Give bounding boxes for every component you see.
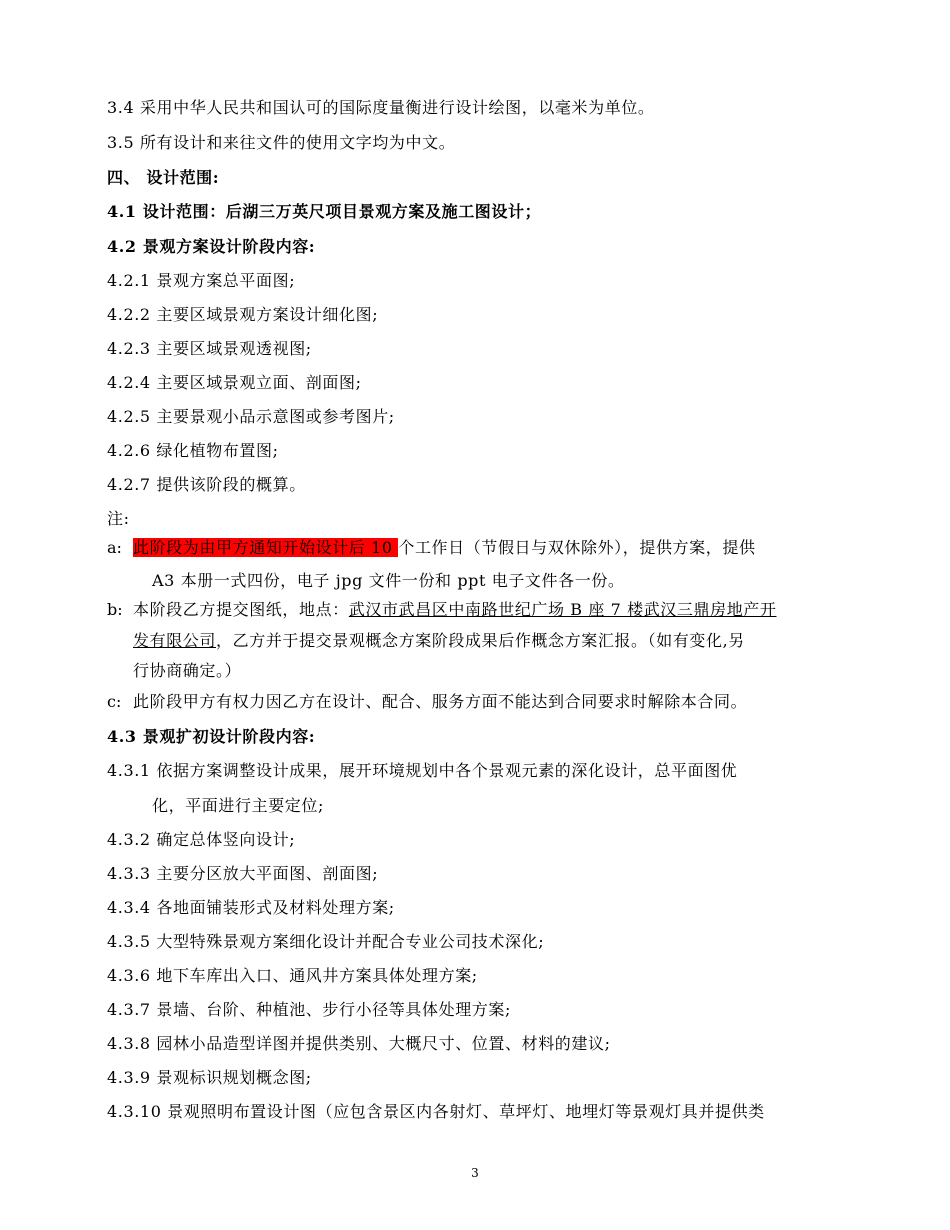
clause-4-2-2: 4.2.2 主要区域景观方案设计细化图; xyxy=(107,305,379,324)
note-b-line2 xyxy=(133,631,850,651)
note-a-marker: a: xyxy=(107,538,122,557)
clause-4-3-10: 4.3.10 景观照明布置设计图（应包含景区内各射灯、草坪灯、地埋灯等景观灯具并提供类 xyxy=(107,1102,765,1121)
note-b-line1 xyxy=(133,600,850,620)
note-a-line1 xyxy=(133,538,850,558)
note-b-text: 本阶段乙方提交图纸，地点： xyxy=(133,600,349,619)
clause-3-5: 3.5 所有设计和来往文件的使用文字均为中文。 xyxy=(107,133,456,152)
clause-4-2-7: 4.2.7 提供该阶段的概算。 xyxy=(107,475,306,494)
section-4-3-heading: 4.3 景观扩初设计阶段内容: xyxy=(107,727,316,746)
note-c-text: 此阶段甲方有权力因乙方在设计、配合、服务方面不能达到合同要求时解除本合同。 xyxy=(133,692,748,711)
note-a-highlight: 此阶段为由甲方通知开始设计后 10 xyxy=(133,538,399,557)
clause-3-4: 3.4 采用中华人民共和国认可的国际度量衡进行设计绘图，以毫米为单位。 xyxy=(107,98,655,117)
clause-4-3-6: 4.3.6 地下车库出入口、通风井方案具体处理方案; xyxy=(107,966,478,985)
clause-4-3-5: 4.3.5 大型特殊景观方案细化设计并配合专业公司技术深化; xyxy=(107,932,545,951)
clause-4-2-1: 4.2.1 景观方案总平面图; xyxy=(107,271,296,290)
note-b-line3: 行协商确定。） xyxy=(133,661,242,680)
page-number: 3 xyxy=(471,1166,479,1180)
note-a-line2: A3 本册一式四份，电子 jpg 文件一份和 ppt 电子文件各一份。 xyxy=(152,571,625,590)
clause-4-3-1-cont: 化，平面进行主要定位; xyxy=(152,796,324,815)
note-a-text: 个工作日（节假日与双休除外），提供方案，提供 xyxy=(398,538,756,557)
clause-4-1: 4.1 设计范围：后湖三万英尺项目景观方案及施工图设计； xyxy=(107,202,542,221)
clause-4-3-7: 4.3.7 景墙、台阶、种植池、步行小径等具体处理方案; xyxy=(107,1000,511,1019)
clause-4-2-5: 4.2.5 主要景观小品示意图或参考图片; xyxy=(107,407,395,426)
note-b-marker: b: xyxy=(107,600,123,619)
clause-4-2-4: 4.2.4 主要区域景观立面、剖面图; xyxy=(107,373,362,392)
section-4-2-heading: 4.2 景观方案设计阶段内容: xyxy=(107,237,316,256)
note-c-marker: c: xyxy=(107,692,122,711)
note-b-address-cont: 发有限公司 xyxy=(133,631,217,650)
note-label: 注: xyxy=(107,509,130,528)
clause-4-3-9: 4.3.9 景观标识规划概念图; xyxy=(107,1068,312,1087)
clause-4-3-2: 4.3.2 确定总体竖向设计; xyxy=(107,830,296,849)
note-b-text2: ，乙方并于提交景观概念方案阶段成果后作概念方案汇报。（如有变化,另 xyxy=(216,631,745,650)
clause-4-3-4: 4.3.4 各地面铺装形式及材料处理方案; xyxy=(107,898,395,917)
note-b-address: 武汉市武昌区中南路世纪广场 B 座 7 楼武汉三鼎房地产开 xyxy=(348,600,777,619)
clause-4-3-3: 4.3.3 主要分区放大平面图、剖面图; xyxy=(107,864,379,883)
clause-4-2-3: 4.2.3 主要区域景观透视图; xyxy=(107,339,312,358)
section-4-heading: 四、 设计范围: xyxy=(107,168,220,187)
clause-4-3-1: 4.3.1 依据方案调整设计成果，展开环境规划中各个景观元素的深化设计，总平面图优 xyxy=(107,761,738,780)
clause-4-2-6: 4.2.6 绿化植物布置图; xyxy=(107,441,279,460)
clause-4-3-8: 4.3.8 园林小品造型详图并提供类别、大概尺寸、位置、材料的建议; xyxy=(107,1034,611,1053)
